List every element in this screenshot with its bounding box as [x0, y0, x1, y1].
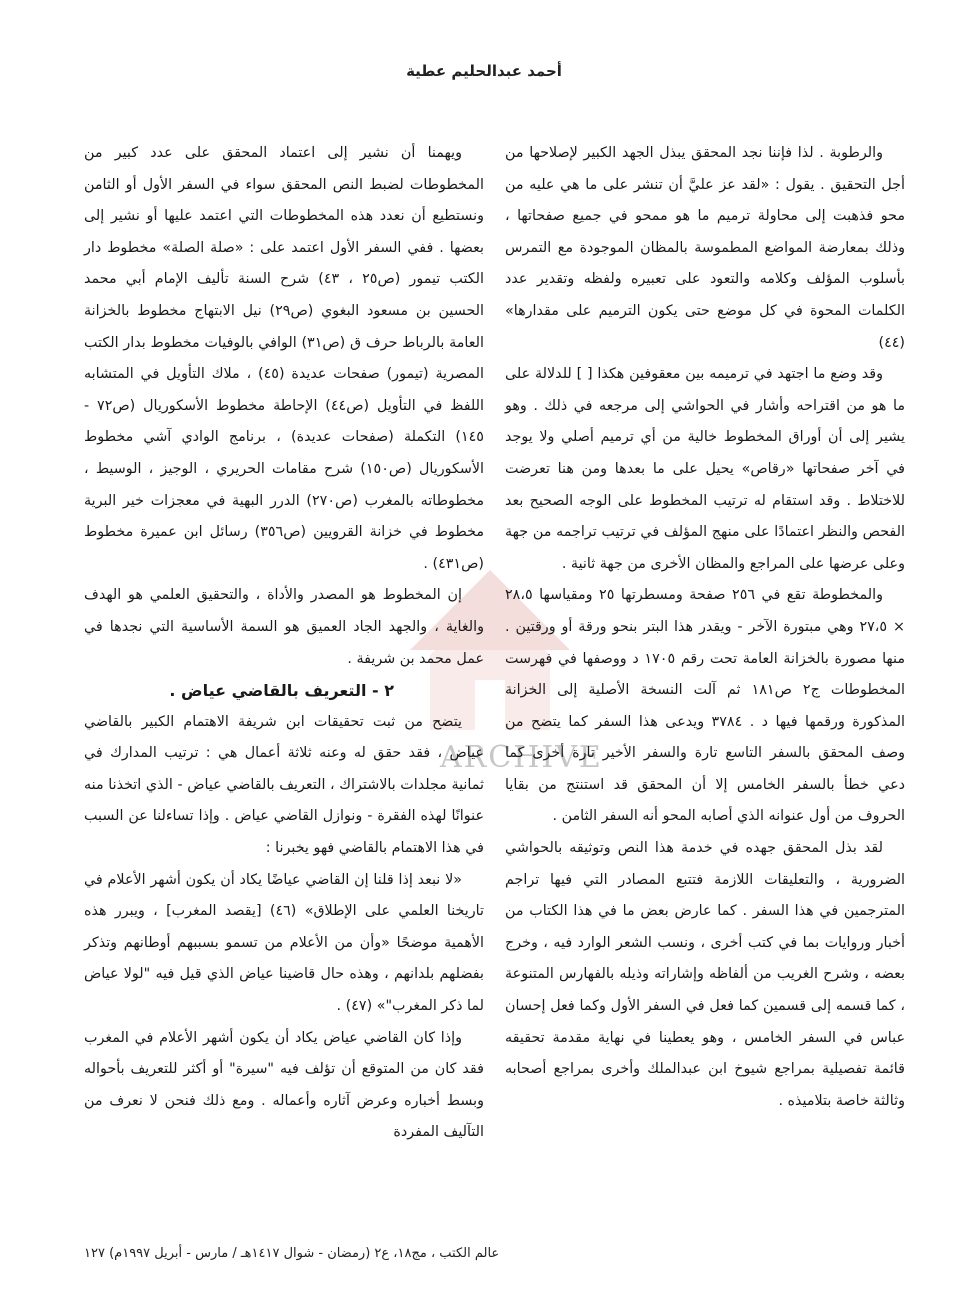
page-footer — [84, 1246, 906, 1261]
paragraph: «لا نبعد إذا قلنا إن القاضي عياضًا يكاد أن يكون أشهر الأعلام في تاريخنا العلمي على الإطلاق» (٤٦) [يقصد المغرب] ، ويبرر هذه الأهمية موضحًا «وأن من الأعلام من تسمو بسببهم أوطانهم وتذكر بفضلهم بلدانهم ، وهذه حال قاضينا عياض الذي قيل فيه "لولا عياض لما ذكر المغرب"» (٤٧) . — [84, 871, 484, 1015]
paragraph: وقد وضع ما اجتهد في ترميمه بين معقوفين هكذا [ ] للدلالة على ما هو من اقتراحه وأشار في الحواشي إلى مرجعه في ذلك . وهو يشير إلى أن أوراق المخطوط خالية من أي ترميم أصلي ولا يوجد في آخر صفحاتها «رقاص» يحيل على ما بعدها ومن هنا تعرضت للاختلاط . وقد استقام له ترتيب المخطوط على الوجه الصحيح بعد الفحص والنظر اعتمادًا على منهج المؤلف في ترتيب تراجمه من جهة وعلى عرضها على المراجع والمظان الأخرى من جهة ثانية . — [505, 366, 905, 572]
archive-watermark-text: ARCHIVE — [440, 740, 603, 775]
paragraph: ويهمنا أن نشير إلى اعتماد المحقق على عدد كبير من المخطوطات لضبط النص المحقق سواء في السفر الأول أو الثامن ونستطيع أن نعدد هذه المخطوطات التي اعتمد عليها أو نشير إلى بعضها . ففي السفر الأول اعتمد على : «صلة الصلة» مخطوط دار الكتب تيمور (ص٢٥ ، ٤٣) شرح السنة تأليف الإمام أبي محمد الحسين بن مسعود البغوي (ص٢٩) نيل الابتهاج مخطوط بالخزانة العامة بالرباط حرف ق (ص٣١) الوافي بالوفيات مخطوط بدار الكتب المصرية (تيمور) صفحات عديدة (٤٥) ، ملاك التأويل في المتشابه اللفظ في التأويل (ص٤٤) الإحاطة مخطوط الأسكوريال (ص٧٢ - ١٤٥) التكملة (صفحات عديدة) ، برنامج الوادي آشي مخطوط الأسكوريال (ص١٥٠) شرح مقامات الحريري ، الوجيز ، الوسيط ، مخطوطاته بالمغرب (ص٢٧٠) الدرر البهية في معجزات خير البرية مخطوط في خزانة القرويين (ص٣٥٦) رسائل ابن عميرة مخطوط (ص٤٣١) . — [84, 145, 485, 572]
running-header-author: أحمد عبدالحليم عطية — [406, 62, 562, 80]
paragraph: وإذا كان القاضي عياض يكاد أن يكون أشهر الأعلام في المغرب فقد كان من المتوقع أن تؤلف فيه "سيرة" أو أكثر للتعريف بأحواله وبسط أخباره وعرض آثاره وأعماله . ومع ذلك فنحن لا نعرف من التآليف المفردة — [84, 1029, 484, 1141]
paragraph: يتضح من ثبت تحقيقات ابن شريفة الاهتمام الكبير بالقاضي عياض ، فقد حقق له وعنه ثلاثة أعمال هي : ترتيب المدارك في ثمانية مجلدات بالاشتراك ، التعريف بالقاضي عياض - الذي اتخذنا منه عنوانًا لهذه الفقرة - ونوازل القاضي عياض . وإذا تساءلنا عن السبب في هذا الاهتمام بالقاضي فهو يخبرنا : — [84, 713, 484, 857]
right-text-column — [505, 138, 905, 1117]
journal-citation: عالم الكتب ، مج١٨، ع٢ (رمضان - شوال ١٤١٧هـ / مارس - أبريل ١٩٩٧م) ١٢٧ — [84, 1246, 500, 1261]
left-text-column — [84, 138, 484, 1149]
paragraph: إن المخطوط هو المصدر والأداة ، والتحقيق العلمي هو الهدف والغاية ، والجهد الجاد العميق هو السمة الأساسية التي نجدها في عمل محمد بن شريفة . — [84, 587, 484, 667]
paragraph: لقد بذل المحقق جهده في خدمة هذا النص وتوثيقه بالحواشي الضرورية ، والتعليقات اللازمة فتتبع المصادر التي فيها تراجم المترجمين في هذا السفر . كما عارض بعض ما في هذا الكتاب من أخبار وروايات بما في كتب أخرى ، ونسب الشعر الوارد فيه ، وخرج بعضه ، وشرح الغريب من ألفاظه وإشاراته وذيله بالفهارس المتنوعة ، كما قسمه إلى قسمين كما فعل في السفر الأول وكما فعل إحسان عباس في السفر الخامس ، وهو يعطينا في نهاية مقدمة تحقيقه قائمة تفصيلية بمراجع شيوخ ابن عبدالملك وأخرى بمراجع أصحابه وثالثة خاصة بتلاميذه . — [505, 840, 905, 1109]
paragraph: والرطوبة . لذا فإننا نجد المحقق يبذل الجهد الكبير لإصلاحها من أجل التحقيق . يقول : «لقد عز عليَّ أن تنشر على ما هي عليه من محو فذهبت إلى محاولة ترميم ما هو ممحو في جميع صفحاتها ، وذلك بمعارضة المواضع المطموسة بالمظان الموجودة مع التمرس بأسلوب المؤلف وكلامه والتعود على تعبيره ولفظه وتقدير عدد الكلمات المحوة في كل موضع حتى يكون الترميم على مقدارها» (٤٤) — [505, 145, 905, 351]
paragraph: والمخطوطة تقع في ٢٥٦ صفحة ومسطرتها ٢٥ ومقياسها ٢٨،٥ × ٢٧،٥ وهي مبتورة الآخر - ويقدر هذا البتر بنحو ورقة أو ورقتين . منها مصورة بالخزانة العامة تحت رقم ١٧٠٥ د ووصفها في فهرست المخطوطات ج٢ ص١٨١ ثم آلت النسخة الأصلية إلى الخزانة المذكورة ورقمها فيها د . ٣٧٨٤ ويدعى هذا السفر كما يتضح من وصف المحقق بالسفر التاسع تارة والسفر الأخير تارة أخرى كما دعي خطأ بالسفر الخامس إلا أن المحقق قد استنتج من بقايا الحروف من أول عنوانه الذي أصابه المحو أنه السفر الثامن . — [505, 587, 905, 825]
section-heading: ٢ - التعريف بالقاضي عياض . — [169, 681, 394, 701]
